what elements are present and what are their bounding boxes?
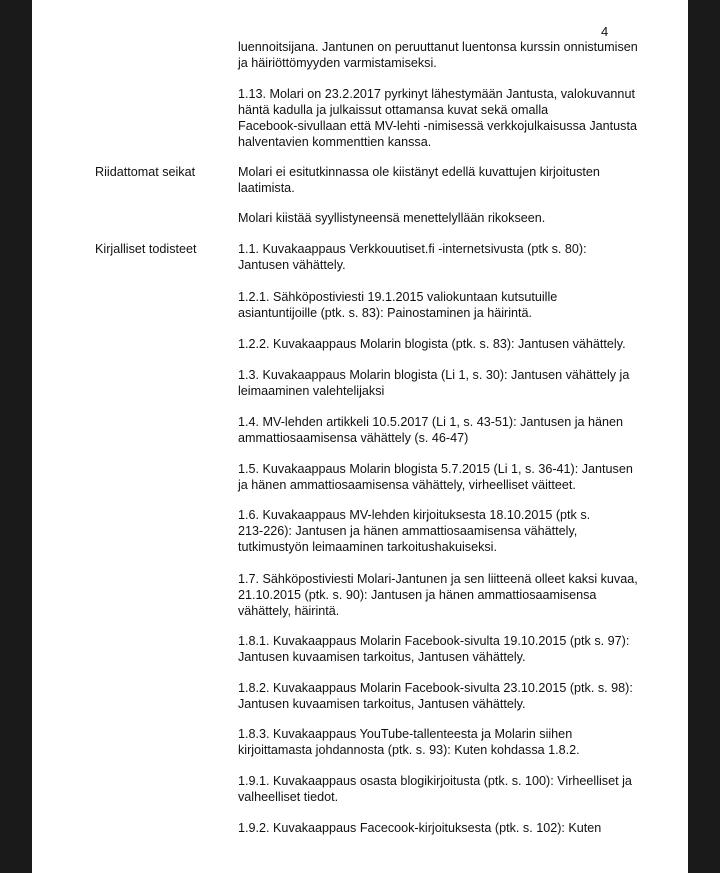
- text-line: 1.13. Molari on 23.2.2017 pyrkinyt lähestymään Jantusta, valokuvannut: [238, 87, 635, 101]
- evidence-item: [238, 633, 678, 665]
- text-line: laatimista.: [238, 181, 295, 195]
- text-line: 1.9.2. Kuvakaappaus Facecook-kirjoituksesta (ptk. s. 102): Kuten: [238, 821, 602, 835]
- section-label-written-evidence: Kirjalliset todisteet: [95, 242, 197, 256]
- text-line: 21.10.2015 (ptk. s. 90): Jantusen ja hänen ammattiosaamisensa: [238, 588, 597, 602]
- text-line: ammattiosaamisensa vähättely (s. 46-47): [238, 431, 469, 445]
- text-line: 1.2.1. Sähköpostiviesti 19.1.2015 valiokuntaan kutsutuille: [238, 290, 558, 304]
- text-line: kirjoittamasta johdannosta (ptk. s. 93): Kuten kohdassa 1.8.2.: [238, 743, 580, 757]
- text-line: 213-226): Jantusen ja hänen ammattiosaamisensa vähättely,: [238, 524, 578, 538]
- evidence-item: [238, 414, 678, 446]
- page-number: 4: [601, 24, 609, 39]
- evidence-item: [238, 680, 678, 712]
- text-line: Molari ei esitutkinnassa ole kiistänyt edellä kuvattujen kirjoitusten: [238, 165, 600, 179]
- document-page: [32, 0, 688, 873]
- text-line: häntä kadulla ja julkaissut ottamansa kuvat sekä omalla: [238, 103, 549, 117]
- evidence-item: [238, 336, 678, 352]
- evidence-item: [238, 820, 678, 836]
- evidence-item: [238, 726, 678, 758]
- paragraph: [238, 39, 678, 71]
- text-line: ja hänen ammattiosaamisensa vähättely, virheelliset väitteet.: [238, 478, 576, 492]
- text-line: Facebook-sivullaan että MV-lehti -nimisessä verkkojulkaisussa Jantusta: [238, 119, 637, 133]
- paragraph: [238, 86, 678, 150]
- text-line: halventavien kommenttien kanssa.: [238, 135, 432, 149]
- text-line: tutkimustyön leimaaminen tarkoitushakuiseksi.: [238, 540, 497, 554]
- paragraph: [238, 164, 678, 196]
- text-line: Molari kiistää syyllistyneensä menettelyllään rikokseen.: [238, 211, 546, 225]
- text-line: 1.1. Kuvakaappaus Verkkouutiset.fi -internetsivusta (ptk s. 80):: [238, 242, 587, 256]
- evidence-item: [238, 241, 678, 273]
- text-line: valheelliset tiedot.: [238, 790, 339, 804]
- section-label-uncontested-facts: Riidattomat seikat: [95, 165, 196, 179]
- text-line: 1.4. MV-lehden artikkeli 10.5.2017 (Li 1, s. 43-51): Jantusen ja hänen: [238, 415, 624, 429]
- text-line: ja häiriöttömyyden varmistamiseksi.: [238, 56, 437, 70]
- evidence-item: [238, 367, 678, 399]
- text-line: 1.2.2. Kuvakaappaus Molarin blogista (ptk. s. 83): Jantusen vähättely.: [238, 337, 626, 351]
- text-line: 1.7. Sähköpostiviesti Molari-Jantunen ja sen liitteenä olleet kaksi kuvaa,: [238, 572, 638, 586]
- text-line: Jantusen kuvaamisen tarkoitus, Jantusen vähättely.: [238, 697, 526, 711]
- text-line: Jantusen kuvaamisen tarkoitus, Jantusen vähättely.: [238, 650, 526, 664]
- text-line: luennoitsijana. Jantunen on peruuttanut luentonsa kurssin onnistumisen: [238, 40, 638, 54]
- evidence-item: [238, 289, 678, 321]
- text-line: asiantuntijoille (ptk. s. 83): Painostaminen ja häirintä.: [238, 306, 533, 320]
- text-line: Jantusen vähättely.: [238, 258, 346, 272]
- text-line: vähättely, häirintä.: [238, 604, 340, 618]
- evidence-item: [238, 571, 678, 619]
- text-line: 1.5. Kuvakaappaus Molarin blogista 5.7.2015 (Li 1, s. 36-41): Jantusen: [238, 462, 633, 476]
- text-line: 1.9.1. Kuvakaappaus osasta blogikirjoitusta (ptk. s. 100): Virheelliset ja: [238, 774, 632, 788]
- evidence-item: [238, 773, 678, 805]
- text-line: 1.8.1. Kuvakaappaus Molarin Facebook-sivulta 19.10.2015 (ptk s. 97):: [238, 634, 630, 648]
- text-line: leimaaminen valehtelijaksi: [238, 384, 385, 398]
- evidence-item: [238, 507, 678, 555]
- paragraph: [238, 210, 678, 226]
- text-line: 1.6. Kuvakaappaus MV-lehden kirjoituksesta 18.10.2015 (ptk s.: [238, 508, 591, 522]
- evidence-item: [238, 461, 678, 493]
- text-line: 1.3. Kuvakaappaus Molarin blogista (Li 1, s. 30): Jantusen vähättely ja: [238, 368, 630, 382]
- text-line: 1.8.2. Kuvakaappaus Molarin Facebook-sivulta 23.10.2015 (ptk. s. 98):: [238, 681, 633, 695]
- text-line: 1.8.3. Kuvakaappaus YouTube-tallenteesta ja Molarin siihen: [238, 727, 573, 741]
